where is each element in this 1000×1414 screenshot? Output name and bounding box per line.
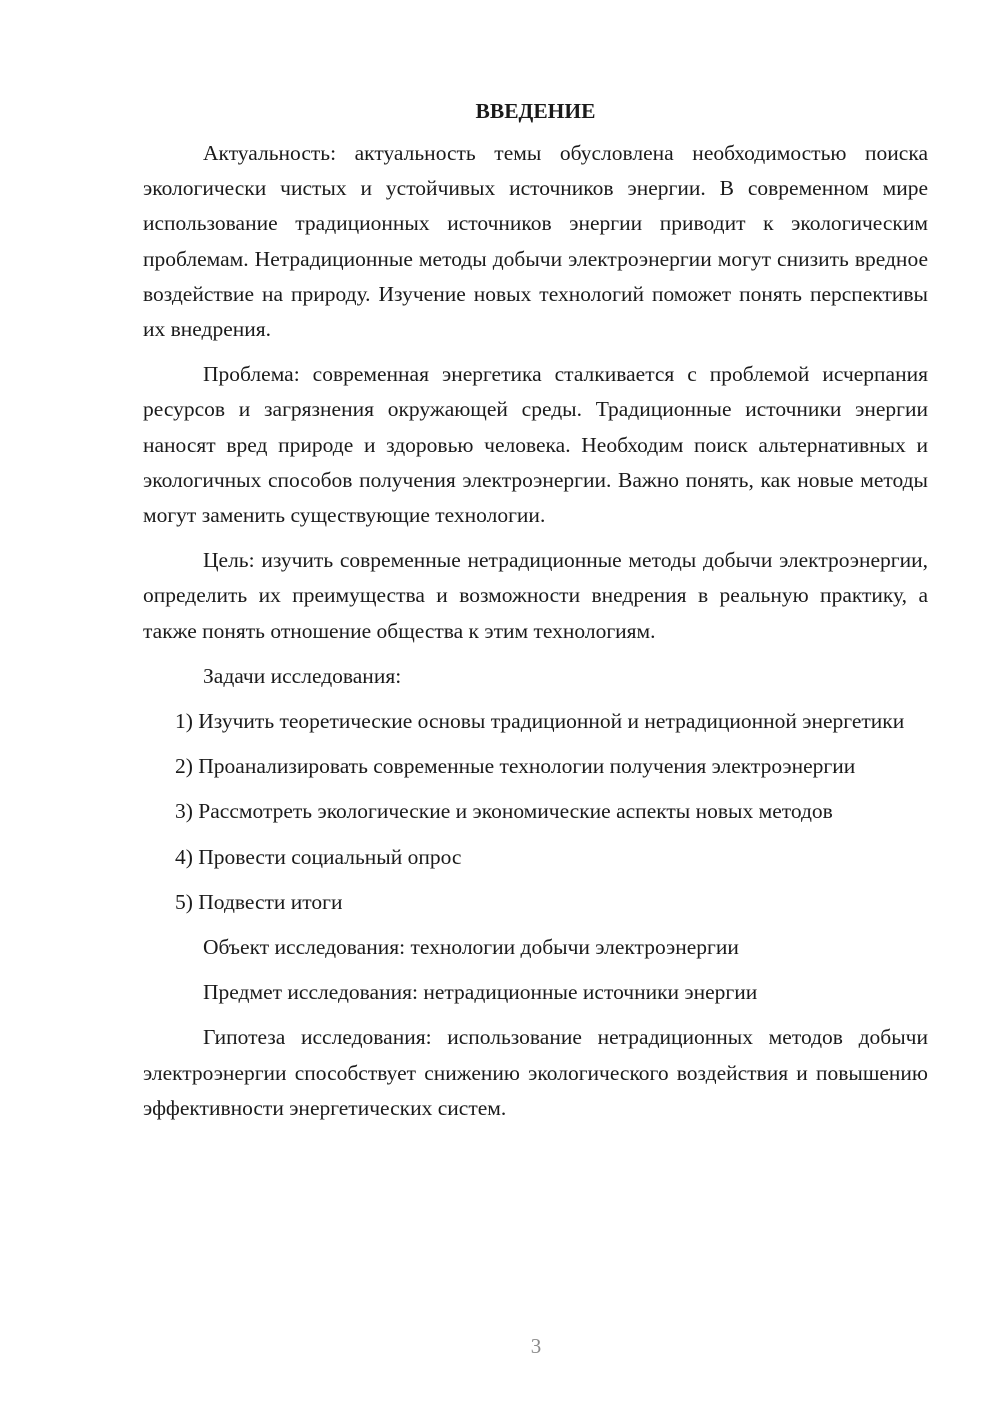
document-page [143,94,928,1136]
subject-paragraph: Предмет исследования: нетрадиционные источники энергии [203,980,758,1005]
task-item-3: 3) Рассмотреть экологические и экономические аспекты новых методов [175,799,833,824]
goal-paragraph: Цель: изучить современные нетрадиционные методы добычи электроэнергии, определить их преимущества и возможности внедрения в реальную практику, а также понять отношение общества к этим технологиям. [143,548,928,643]
object-paragraph: Объект исследования: технологии добычи электроэнергии [203,935,739,960]
page-title: ВВЕДЕНИЕ [475,99,596,123]
task-item-4: 4) Провести социальный опрос [175,844,462,869]
relevance-paragraph: Актуальность: актуальность темы обусловлена необходимостью поиска экологически чистых и устойчивых источников энергии. В современном мире использование традиционных источников энергии приводит к экологическим проблемам. Нетрадиционные методы добычи электроэнергии могут снизить вредное воздействие на природу. Изучение новых технологий поможет понять перспективы их внедрения. [143,141,928,342]
page-number: 3 [530,1334,542,1358]
task-item-5: 5) Подвести итоги [175,889,343,914]
task-item-2: 2) Проанализировать современные технологии получения электроэнергии [175,754,856,779]
tasks-heading: Задачи исследования: [203,663,402,688]
task-item-1: 1) Изучить теоретические основы традиционной и нетрадиционной энергетики [175,709,905,734]
hypothesis-paragraph: Гипотеза исследования: использование нетрадиционных методов добычи электроэнергии способствует снижению экологического воздействия и повышению эффективности энергетических систем. [143,1025,928,1120]
problem-paragraph: Проблема: современная энергетика сталкивается с проблемой исчерпания ресурсов и загрязнения окружающей среды. Традиционные источники энергии наносят вред природе и здоровью человека. Необходим поиск альтернативных и экологичных способов получения электроэнергии. Важно понять, как новые методы могут заменить существующие технологии. [143,362,928,528]
